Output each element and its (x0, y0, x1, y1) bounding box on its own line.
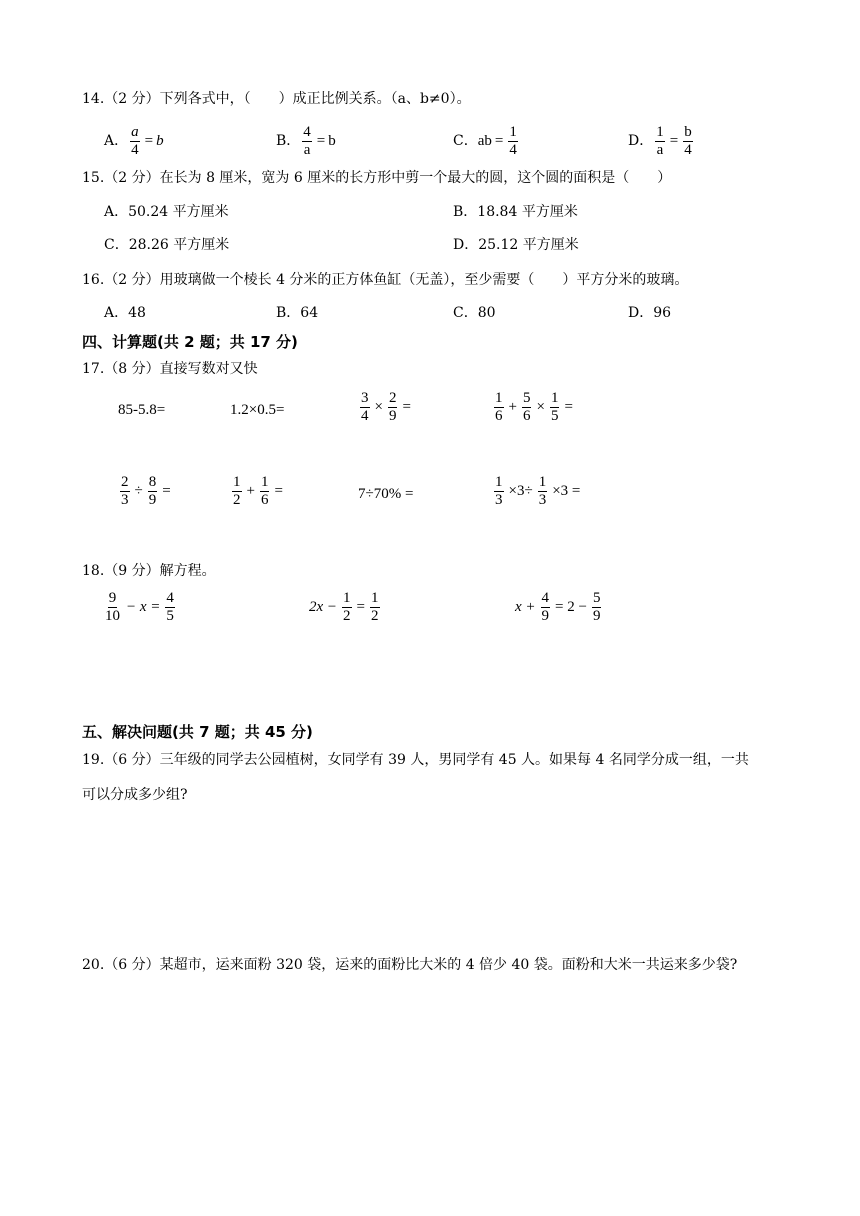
option-label: C． (453, 133, 478, 149)
q17-expr-3: $\frac{3}{4}$ × $\frac{2}{9}$ = (361, 390, 411, 424)
q17-expr-5: $\frac{2}{3}$ ÷ $\frac{8}{9}$ = (121, 474, 171, 508)
q17-expr-1: 85-5.8= (118, 401, 166, 418)
option-label: A． (104, 133, 129, 149)
section-5-heading: 五、解决问题(共 7 题；共 45 分) (82, 723, 313, 741)
question-15-stem: 15.（2 分）在长为 8 厘米，宽为 6 厘米的长方形中剪一个最大的圆，这个圆的面积是（ ） (82, 170, 672, 186)
question-19-line-2: 可以分成多少组? (82, 787, 188, 803)
question-17-stem: 17.（8 分）直接写数对又快 (82, 361, 258, 377)
q15-option-b: B．18.84 平方厘米 (453, 204, 578, 220)
section-4-heading: 四、计算题(共 2 题；共 17 分) (82, 333, 298, 351)
q15-option-c: C．28.26 平方厘米 (104, 237, 230, 253)
fraction: $\frac{1}{4}$ (509, 123, 517, 158)
q15-option-a: A．50.24 平方厘米 (104, 204, 229, 220)
rhs: b (328, 133, 336, 149)
q18-equation-1: $\frac{9}{10}$ − x = $\frac{4}{5}$ (105, 590, 174, 624)
option-label: D． (628, 133, 654, 149)
fraction: $\frac{b}{4}$ (684, 123, 692, 158)
option-label: B． (276, 133, 301, 149)
q18-equation-2: 2x − $\frac{1}{2}$ = $\frac{1}{2}$ (309, 590, 379, 624)
q17-expr-8: $\frac{1}{3}$ ×3÷ $\frac{1}{3}$ ×3 = (495, 474, 581, 508)
q15-option-d: D．25.12 平方厘米 (453, 237, 579, 253)
q14-option-a: A． $\frac{a}{4}$ = b (104, 123, 164, 158)
rhs: b (156, 133, 164, 149)
q16-option-c: C．80 (453, 305, 496, 321)
question-18-stem: 18.（9 分）解方程。 (82, 563, 216, 579)
q17-expr-2: 1.2×0.5= (230, 401, 285, 418)
question-16-stem: 16.（2 分）用玻璃做一个棱长 4 分米的正方体鱼缸（无盖），至少需要（ ）平方分米的玻璃。 (82, 272, 689, 288)
q14-option-b: B． $\frac{4}{a}$ = b (276, 123, 336, 158)
question-20-stem: 20.（6 分）某超市，运来面粉 320 袋，运来的面粉比大米的 4 倍少 40 袋。面粉和大米一共运来多少袋? (82, 957, 738, 973)
lhs: ab (477, 133, 492, 149)
q14-option-c: C． ab = $\frac{1}{4}$ (453, 123, 517, 158)
fraction: $\frac{a}{4}$ (131, 123, 139, 158)
q17-expr-6: $\frac{1}{2}$ + $\frac{1}{6}$ = (233, 474, 283, 508)
question-19-line-1: 19.（6 分）三年级的同学去公园植树，女同学有 39 人，男同学有 45 人。如果每 4 名同学分成一组，一共 (82, 752, 749, 768)
q16-option-b: B．64 (276, 305, 319, 321)
q18-equation-3: x + $\frac{4}{9}$ = 2 − $\frac{5}{9}$ (515, 590, 601, 624)
q17-expr-7: 7÷70% = (358, 485, 414, 502)
fraction: $\frac{4}{a}$ (303, 123, 311, 158)
q17-expr-4: $\frac{1}{6}$ + $\frac{5}{6}$ × $\frac{1}{5}$ = (495, 390, 573, 424)
question-14-stem: 14.（2 分）下列各式中，（ ）成正比例关系。（a、b≠0）。 (82, 91, 471, 107)
q16-option-d: D．96 (628, 305, 672, 321)
q16-option-a: A．48 (104, 305, 146, 321)
fraction: $\frac{1}{a}$ (656, 123, 664, 158)
q14-option-d: D． $\frac{1}{a}$ = $\frac{b}{4}$ (628, 123, 692, 158)
